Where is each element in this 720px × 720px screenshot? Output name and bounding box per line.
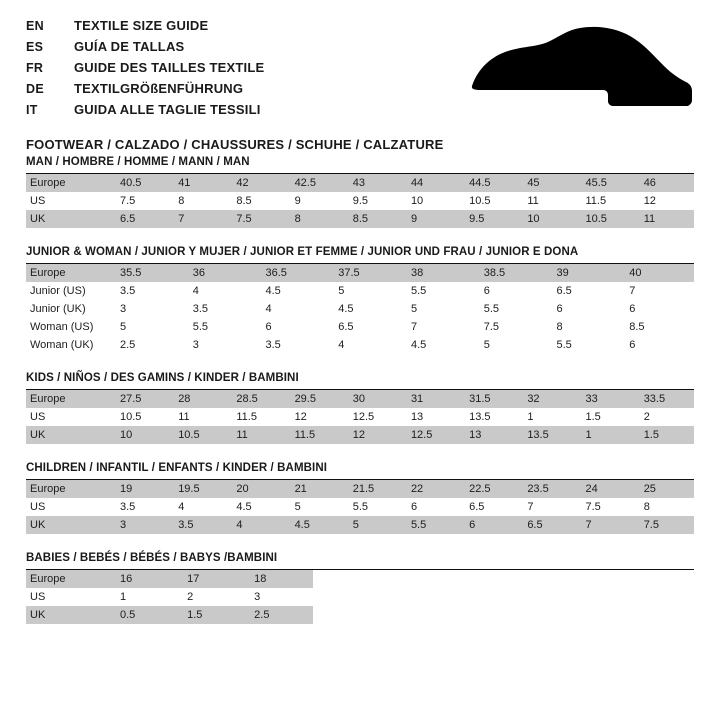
size-cell: 3.5 <box>170 516 228 534</box>
size-cell: 2 <box>643 411 650 423</box>
size-cell: 43 <box>345 174 403 192</box>
size-cell: 4 <box>192 285 199 297</box>
size-cell: 44.5 <box>461 174 519 192</box>
size-cell: 31.5 <box>461 390 519 408</box>
size-cell: 11 <box>228 426 286 444</box>
size-cell: 6 <box>556 303 563 315</box>
size-section-kids <box>26 372 694 444</box>
row-label: UK <box>26 516 112 534</box>
size-cell: 4 <box>265 303 272 315</box>
size-cell: 3 <box>112 516 170 534</box>
size-cell: 1.5 <box>585 411 601 423</box>
size-cell: 7.5 <box>483 321 500 333</box>
row-label: US <box>30 501 46 513</box>
page-header <box>26 18 694 152</box>
size-cell: 6.5 <box>519 516 577 534</box>
size-cell: 24 <box>578 480 636 498</box>
row-label: Junior (UK) <box>30 303 86 315</box>
size-cell: 6.5 <box>556 285 572 297</box>
size-cell: 5.5 <box>403 516 461 534</box>
size-cell: 1 <box>527 411 534 423</box>
size-cell: 10 <box>410 195 424 207</box>
language-title: GUIDE DES TAILLES TEXTILE <box>74 60 265 75</box>
size-cell: 9.5 <box>352 195 369 207</box>
size-cell: 23.5 <box>519 480 577 498</box>
size-cell: 2.5 <box>246 606 313 624</box>
size-cell: 11 <box>636 210 694 228</box>
size-cell: 9.5 <box>461 210 519 228</box>
size-cell: 44 <box>403 174 461 192</box>
row-label: Europe <box>26 570 112 588</box>
size-cell: 8 <box>287 210 345 228</box>
size-cell: 5 <box>294 501 301 513</box>
size-cell: 9 <box>403 210 461 228</box>
size-cell: 11.5 <box>236 411 257 423</box>
size-cell: 5.5 <box>556 339 572 351</box>
size-cell: 10.5 <box>578 210 636 228</box>
size-cell: 7 <box>411 321 418 333</box>
size-cell: 10 <box>112 426 170 444</box>
size-cell: 1 <box>578 426 636 444</box>
size-cell: 8 <box>643 501 650 513</box>
size-cell: 45 <box>519 174 577 192</box>
dress-shoe-silhouette-icon <box>464 24 694 124</box>
section-title: BABIES / BEBÉS / BÉBÉS / BABYS /BAMBINI <box>26 552 694 570</box>
row-label: UK <box>26 426 112 444</box>
size-cell: 30 <box>345 390 403 408</box>
size-cell: 0.5 <box>112 606 179 624</box>
size-cell: 3 <box>192 339 199 351</box>
size-cell: 36 <box>185 264 258 282</box>
size-cell: 22.5 <box>461 480 519 498</box>
table-row <box>26 282 694 300</box>
size-cell: 4.5 <box>236 501 252 513</box>
size-cell: 12 <box>643 195 656 207</box>
size-cell: 13.5 <box>519 426 577 444</box>
language-title: GUIDA ALLE TAGLIE TESSILI <box>74 102 261 117</box>
size-cell: 13 <box>410 411 424 423</box>
size-section-babies <box>26 552 694 624</box>
size-cell: 39 <box>549 264 622 282</box>
size-cell: 12 <box>345 426 403 444</box>
size-cell: 7.5 <box>228 210 286 228</box>
size-cell: 32 <box>519 390 577 408</box>
section-title: CHILDREN / INFANTIL / ENFANTS / KINDER / BAMBINI <box>26 462 694 480</box>
size-cell: 6 <box>461 516 519 534</box>
size-cell: 5 <box>483 339 490 351</box>
size-cell: 16 <box>112 570 179 588</box>
size-cell: 10.5 <box>469 195 491 207</box>
row-label: Europe <box>26 174 112 192</box>
table-row <box>26 174 694 192</box>
size-cell: 8.5 <box>629 321 645 333</box>
section-title: KIDS / NIÑOS / DES GAMINS / KINDER / BAMBINI <box>26 372 694 390</box>
size-cell: 6.5 <box>112 210 170 228</box>
size-cell: 41 <box>170 174 228 192</box>
size-tables <box>26 156 694 624</box>
size-cell: 11.5 <box>287 426 345 444</box>
size-cell: 3.5 <box>120 285 136 297</box>
size-section-children <box>26 462 694 534</box>
size-cell: 40.5 <box>112 174 170 192</box>
section-title: MAN / HOMBRE / HOMME / MANN / MAN <box>26 156 694 174</box>
size-cell: 7 <box>527 501 534 513</box>
size-cell: 36.5 <box>258 264 331 282</box>
size-cell: 4 <box>178 501 185 513</box>
language-title: TEXTILGRÖßENFÜHRUNG <box>74 81 244 96</box>
size-cell: 20 <box>228 480 286 498</box>
size-section-man <box>26 156 694 228</box>
size-cell: 4 <box>228 516 286 534</box>
table-row <box>26 210 694 228</box>
size-cell: 4.5 <box>338 303 354 315</box>
size-cell: 42 <box>228 174 286 192</box>
size-cell: 3.5 <box>120 501 136 513</box>
size-cell: 5 <box>411 303 418 315</box>
table-row <box>26 264 694 282</box>
size-cell: 37.5 <box>330 264 403 282</box>
size-cell: 2 <box>187 591 194 603</box>
row-label: Junior (US) <box>30 285 86 297</box>
size-cell: 10 <box>519 210 577 228</box>
size-cell: 7 <box>578 516 636 534</box>
row-label: UK <box>26 606 112 624</box>
size-section-junior-woman <box>26 246 694 354</box>
row-label: Woman (UK) <box>30 339 94 351</box>
table-row <box>26 498 694 516</box>
size-cell: 2.5 <box>120 339 136 351</box>
size-cell: 3.5 <box>265 339 281 351</box>
size-cell: 6 <box>629 339 636 351</box>
size-cell: 29.5 <box>287 390 345 408</box>
size-cell: 33 <box>578 390 636 408</box>
size-cell: 1 <box>120 591 127 603</box>
size-cell: 5 <box>345 516 403 534</box>
size-cell: 1.5 <box>636 426 694 444</box>
language-code: ES <box>26 40 44 54</box>
size-cell: 10.5 <box>120 411 142 423</box>
size-table <box>26 480 694 534</box>
size-cell: 5 <box>120 321 127 333</box>
size-cell: 5 <box>338 285 345 297</box>
size-cell: 22 <box>403 480 461 498</box>
size-cell: 27.5 <box>112 390 170 408</box>
table-row <box>26 390 694 408</box>
size-cell: 6 <box>629 303 636 315</box>
row-label: Europe <box>26 480 112 498</box>
table-row <box>26 588 313 606</box>
row-label: Europe <box>26 264 112 282</box>
size-cell: 12.5 <box>352 411 375 423</box>
size-cell: 7.5 <box>636 516 694 534</box>
language-title: GUÍA DE TALLAS <box>74 39 185 54</box>
language-code: FR <box>26 61 44 75</box>
size-table <box>26 390 694 444</box>
size-cell: 19.5 <box>170 480 228 498</box>
language-title: TEXTILE SIZE GUIDE <box>74 18 209 33</box>
row-label: US <box>30 195 46 207</box>
size-cell: 46 <box>636 174 694 192</box>
table-row <box>26 192 694 210</box>
table-row <box>26 480 694 498</box>
size-table <box>26 174 694 228</box>
size-cell: 8 <box>556 321 563 333</box>
size-table <box>26 264 694 354</box>
size-cell: 21.5 <box>345 480 403 498</box>
size-cell: 4.5 <box>411 339 427 351</box>
size-cell: 5.5 <box>483 303 500 315</box>
size-cell: 12.5 <box>403 426 461 444</box>
size-cell: 25 <box>636 480 694 498</box>
table-row <box>26 318 694 336</box>
size-cell: 10.5 <box>170 426 228 444</box>
row-label: US <box>30 411 46 423</box>
size-cell: 31 <box>403 390 461 408</box>
size-cell: 18 <box>246 570 313 588</box>
size-cell: 11.5 <box>585 195 607 207</box>
size-cell: 3 <box>120 303 127 315</box>
size-cell: 28.5 <box>228 390 286 408</box>
size-cell: 3.5 <box>192 303 209 315</box>
size-cell: 6 <box>483 285 490 297</box>
row-label: US <box>30 591 46 603</box>
size-cell: 33.5 <box>636 390 694 408</box>
size-cell: 35.5 <box>112 264 185 282</box>
size-cell: 7.5 <box>585 501 601 513</box>
size-cell: 8.5 <box>345 210 403 228</box>
table-row <box>26 336 694 354</box>
table-row <box>26 516 694 534</box>
size-cell: 9 <box>294 195 301 207</box>
section-title: JUNIOR & WOMAN / JUNIOR Y MUJER / JUNIOR ET FEMME / JUNIOR UND FRAU / JUNIOR E DONA <box>26 246 694 264</box>
size-cell: 38.5 <box>476 264 549 282</box>
language-code: IT <box>26 103 38 117</box>
size-cell: 1.5 <box>179 606 246 624</box>
size-cell: 12 <box>294 411 307 423</box>
size-cell: 19 <box>112 480 170 498</box>
table-row <box>26 570 313 588</box>
size-cell: 45.5 <box>578 174 636 192</box>
size-cell: 38 <box>403 264 476 282</box>
language-code: DE <box>26 82 44 96</box>
size-cell: 5.5 <box>352 501 369 513</box>
row-label: Woman (US) <box>30 321 94 333</box>
size-cell: 4.5 <box>287 516 345 534</box>
size-cell: 6 <box>265 321 272 333</box>
size-cell: 21 <box>287 480 345 498</box>
size-cell: 42.5 <box>287 174 345 192</box>
size-cell: 8 <box>178 195 185 207</box>
size-cell: 8.5 <box>236 195 252 207</box>
size-cell: 3 <box>254 591 261 603</box>
size-cell: 6 <box>410 501 418 513</box>
row-label: UK <box>26 210 112 228</box>
size-cell: 28 <box>170 390 228 408</box>
category-heading: FOOTWEAR / CALZADO / CHAUSSURES / SCHUHE / CALZATURE <box>26 137 444 152</box>
language-code: EN <box>26 19 44 33</box>
size-cell: 6.5 <box>338 321 354 333</box>
size-cell: 7 <box>170 210 228 228</box>
row-label: Europe <box>26 390 112 408</box>
size-cell: 4.5 <box>265 285 281 297</box>
size-cell: 5.5 <box>192 321 209 333</box>
size-cell: 11 <box>527 195 539 207</box>
size-table <box>26 570 313 624</box>
size-cell: 7.5 <box>120 195 136 207</box>
size-cell: 40 <box>621 264 694 282</box>
table-row <box>26 426 694 444</box>
size-cell: 7 <box>629 285 636 297</box>
size-cell: 5.5 <box>411 285 427 297</box>
size-cell: 17 <box>179 570 246 588</box>
size-cell: 6.5 <box>469 501 485 513</box>
size-cell: 13 <box>461 426 519 444</box>
size-cell: 11 <box>178 411 190 423</box>
size-cell: 4 <box>338 339 345 351</box>
table-row <box>26 300 694 318</box>
table-row <box>26 606 313 624</box>
size-cell: 13.5 <box>469 411 491 423</box>
table-row <box>26 408 694 426</box>
